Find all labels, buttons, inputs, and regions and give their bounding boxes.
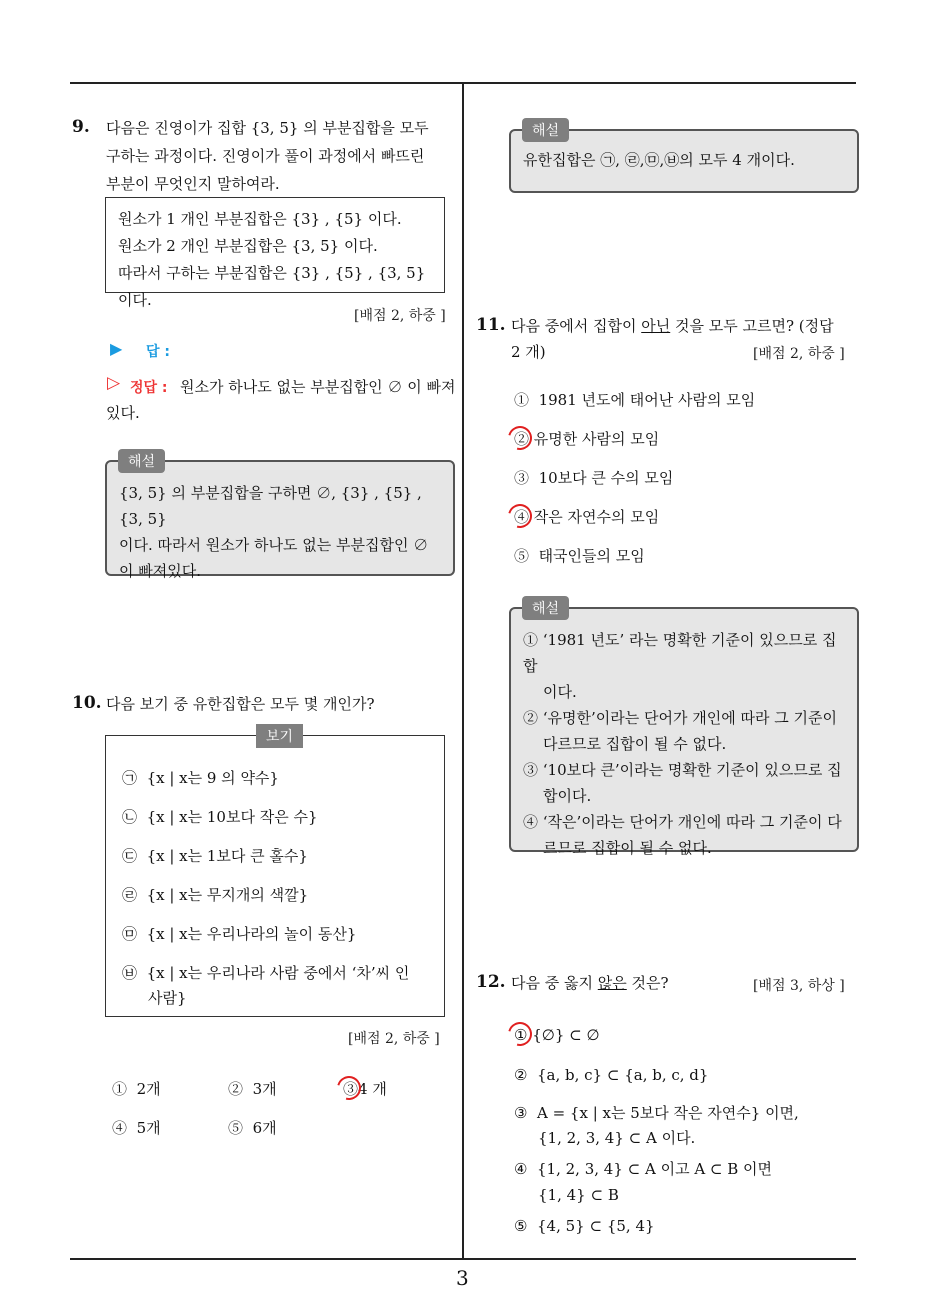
q9-score: [배점 2, 하중 ] [354,308,446,324]
correct-answer-label: 정답 : [130,380,168,396]
q9-text [106,114,446,198]
q10-option[interactable] [112,1077,161,1101]
q9-box-line: 따라서 구하는 부분집합은 {3} , {5} , {3, 5} 이다. [118,264,426,309]
q11-expl-line: ① ‘1981 년도’ 라는 명확한 기준이 있으므로 집합 [523,631,837,675]
correct-answer-text-cont: 있다. [106,404,140,422]
correct-arrow-icon: ▷ [107,373,121,393]
q10-item-text: {x | x는 9 의 약수} [146,769,279,787]
q11-option-symbol: ④ [514,508,530,526]
q10-item-symbol: ㉠ [122,769,138,787]
q12-option-text: {∅} ⊂ ∅ [532,1026,600,1044]
q12-option-symbol: ③ [514,1104,528,1122]
q9-expl-line: 이 빠져있다. [119,562,201,580]
q12-option[interactable] [514,1101,799,1125]
q11-text-line2: 2 개) [511,343,546,361]
q9-explanation [105,460,455,580]
q11-option[interactable] [514,466,673,490]
q11-expl-line: ③ ‘10보다 큰’이라는 명확한 기준이 있으므로 집 [523,761,842,779]
q12-option-symbol: ④ [514,1160,528,1178]
q9-text-line: 부분이 무엇인지 말하여라. [106,175,280,193]
q10-option-text: 2개 [136,1080,161,1098]
q12-option-text: {1, 2, 3, 4} ⊂ A 이고 A ⊂ B 이면 [537,1160,773,1178]
q10-item [122,844,308,868]
q10-item [122,961,409,985]
q9-explanation-tag: 해설 [118,449,165,473]
q11-option-text: 1981 년도에 태어난 사람의 모임 [538,391,756,409]
q11-option[interactable] [514,505,659,529]
q12-option-symbol: ⑤ [514,1217,528,1235]
q9-text-line: 다음은 진영이가 집합 {3, 5} 의 부분집합을 모두 [106,119,429,137]
q11-expl-line: 다르므로 집합이 될 수 없다. [543,735,727,753]
answer-arrow-icon: ▶ [110,339,123,358]
q10-option-text: 5개 [136,1119,161,1137]
q12-option[interactable] [514,1157,772,1181]
q12-score: [배점 3, 하상 ] [753,978,845,994]
q12-option-symbol: ② [514,1066,528,1084]
bottom-rule [70,1258,856,1260]
q10-item-text: {x | x는 우리나라 사람 중에서 ‘차’씨 인 [146,964,410,982]
q10-item-cont: 사람} [148,989,187,1007]
q10-item-symbol: ㉤ [122,925,138,943]
q9-process-box [105,197,445,309]
q12-number: 12. [476,972,506,992]
q10-item-text: {x | x는 1보다 큰 홀수} [146,847,308,865]
q11-option-symbol: ③ [514,469,530,487]
q10-item-symbol: ㉡ [122,808,138,826]
q10-score: [배점 2, 하중 ] [348,1031,440,1047]
q11-expl-line: ④ ‘작은’이라는 단어가 개인에 따라 그 기준이 다 [523,813,842,831]
q10-item-text: {x | x는 무지개의 색깔} [146,886,309,904]
q10-item-symbol: ㉥ [122,964,138,982]
q11-option[interactable] [514,544,645,568]
q12-option-symbol: ① [514,1026,528,1044]
q12-option[interactable] [514,1214,655,1238]
q9-box-line: 원소가 1 개인 부분집합은 {3} , {5} 이다. [118,210,402,228]
q10-item-text: {x | x는 우리나라의 놀이 동산} [146,925,357,943]
q11-option-symbol: ① [514,391,530,409]
q12-option-text: A = {x | x는 5보다 작은 자연수} 이면, [537,1104,799,1122]
q10-item-symbol: ㉣ [122,886,138,904]
q12-option-cont: {1, 4} ⊂ B [538,1186,619,1204]
q11-option[interactable] [514,427,659,451]
q11-text-part: 다음 중에서 집합이 [511,317,642,335]
q11-option-text: 태국인들의 모임 [538,547,645,565]
q12-option-text: {a, b, c} ⊂ {a, b, c, d} [537,1066,709,1084]
q10-item [122,805,318,829]
q10-option-symbol: ① [112,1080,128,1098]
q11-expl-line: ② ‘유명한’이라는 단어가 개인에 따라 그 기준이 [523,709,837,727]
q12-option-text: {4, 5} ⊂ {5, 4} [537,1217,655,1235]
q10-option[interactable] [112,1116,161,1140]
q9-expl-line: 이다. 따라서 원소가 하나도 없는 부분집합인 ∅ [119,536,429,554]
q10-option-symbol: ② [228,1080,244,1098]
q10-item-symbol: ㉢ [122,847,138,865]
q12-text-part: 다음 중 옳지 [511,974,598,992]
q11-number: 11. [476,315,506,335]
q10-explanation-tag: 해설 [522,118,569,142]
q11-text [511,312,834,340]
q11-expl-line: 르므로 집합이 될 수 없다. [543,839,712,857]
q10-option[interactable] [228,1116,277,1140]
q10-item [122,922,356,946]
q10-expl-text: 유한집합은 ㉠, ㉣,㉤,㉥의 모두 4 개이다. [523,151,795,169]
q11-expl-line: 이다. [543,683,577,701]
q12-text-part: 것은? [626,974,669,992]
q12-option[interactable] [514,1063,708,1087]
q9-expl-line: {3, 5} 의 부분집합을 구하면 ∅, {3} , {5} , {3, 5} [119,484,422,528]
page-number: 3 [456,1266,469,1290]
q10-option-text: 4 개 [358,1080,387,1098]
q9-text-line: 구하는 과정이다. 진영이가 풀이 과정에서 빠뜨린 [106,147,425,165]
q11-text-part: 것을 모두 고르면? (정답 [670,317,834,335]
q10-example-box [105,735,445,1017]
q11-score: [배점 2, 하중 ] [753,346,845,362]
q11-option-text: 유명한 사람의 모임 [533,430,660,448]
q10-item [122,883,308,907]
q11-explanation-tag: 해설 [522,596,569,620]
q12-text-underlined: 않은 [597,974,627,992]
q10-option-symbol: ④ [112,1119,128,1137]
q9-box-line: 원소가 2 개인 부분집합은 {3, 5} 이다. [118,237,378,255]
q12-option-cont: {1, 2, 3, 4} ⊂ A 이다. [538,1129,696,1147]
q11-option-symbol: ② [514,430,530,448]
correct-answer-text: 원소가 하나도 없는 부분집합인 ∅ 이 빠져 [180,378,456,396]
q10-item-text: {x | x는 10보다 작은 수} [146,808,318,826]
q10-option-text: 3개 [252,1080,277,1098]
q10-example-tag: 보기 [256,724,303,748]
q11-explanation [509,607,859,857]
q11-expl-line: 합이다. [543,787,592,805]
answer-label: 답 : [146,344,170,360]
q11-option-text: 작은 자연수의 모임 [533,508,660,526]
q10-item [122,766,279,790]
q11-option[interactable] [514,388,755,412]
q9-number: 9. [72,117,90,137]
q10-option-symbol: ⑤ [228,1119,244,1137]
q10-option-symbol: ③ [343,1080,359,1098]
q11-option-text: 10보다 큰 수의 모임 [538,469,674,487]
q10-number: 10. [72,693,102,713]
q12-text [511,969,669,997]
q11-option-symbol: ⑤ [514,547,530,565]
column-divider [462,83,464,1259]
q10-option-text: 6개 [252,1119,277,1137]
q10-text: 다음 보기 중 유한집합은 모두 몇 개인가? [106,695,375,713]
q11-text-underlined: 아닌 [641,317,671,335]
q10-option[interactable] [228,1077,277,1101]
